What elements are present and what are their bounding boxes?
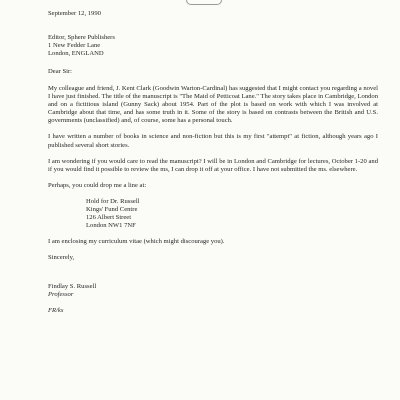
sign-off: Sincerely, [48,253,75,261]
forwarding-line: 126 Albert Street [86,213,132,221]
closing-paragraph: I am enclosing my curriculum vitae (which might discourage you). [48,237,225,245]
forwarding-line: Hold for Dr. Russell [86,197,140,205]
recipient-address [48,34,378,58]
forwarding-address [86,198,378,230]
signer-title: Professor [48,291,74,299]
letter-body [48,10,378,315]
body-paragraph: I am wondering if you would care to read the manuscript? I will be in London and Cambridge for lectures, October 1-20 and if you would find it possible to review the ms, I can drop it off at your office. I have not submitted the ms. elsewhere. [48,157,378,173]
forwarding-line: Kings' Fund Centre [86,205,138,213]
letter-date: September 12, 1990 [48,10,101,17]
forwarding-line: London NW1 7NF [86,221,136,229]
recipient-line: London, ENGLAND [48,50,104,58]
signature-block [48,283,378,299]
recipient-line: 1 New Fedder Lane [48,42,101,50]
letterhead-emblem [186,0,222,5]
body-paragraph: I have written a number of books in science and non-fiction but this is my first "attempt" at fiction, although years ago I published several short stories. [48,133,378,149]
body-paragraph: My colleague and friend, J. Kent Clark (Goodwin Warton-Cardinal) has suggested that I might contact you regarding a novel I have just finished. The title of the manuscript is "The Maid of Petticoat Lane." The story takes place in Cambridge, London and on a fictitious island (Gunny Sack) about 1954. Part of the plot is based on work with which I was involved at Cambridge about that time, and has some truth in it. Some of the story is based on contrasts between the British and U.S. governments (unclassified) and, of course, some has a personal touch. [48,85,378,125]
signer-name: Findlay S. Russell [48,282,97,290]
body-paragraph: Perhaps, you could drop me a line at: [48,181,147,189]
salutation: Dear Sir: [48,68,72,76]
typist-initials: FR/ks [48,307,64,315]
recipient-line: Editor, Sphere Publishers [48,34,115,42]
